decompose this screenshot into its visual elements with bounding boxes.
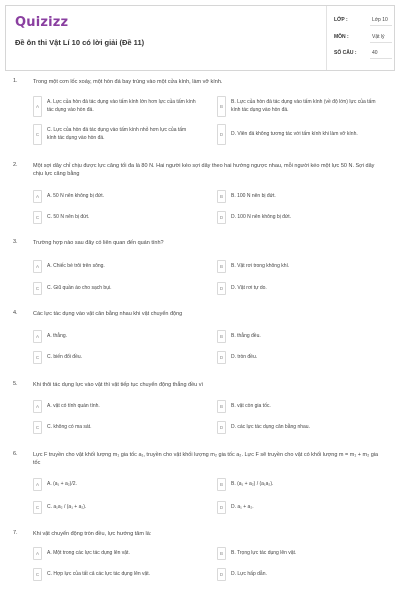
option-text: C. Giũ quần áo cho sạch bụi. (47, 284, 112, 291)
question-number: 7. (13, 530, 18, 536)
option-text-wrap (47, 478, 197, 491)
option-letter-badge: D (217, 211, 226, 224)
option-text-wrap (231, 282, 381, 295)
option-text: A. Lực của hòn đá tác dụng vào tấm kính lớn hơn lực của tấm kính tác dụng vào hòn đá. (47, 99, 196, 113)
option-text-wrap (231, 211, 381, 224)
option-letter-badge: B (217, 96, 226, 117)
option-letter-badge: A (33, 400, 42, 413)
option-text-wrap (231, 568, 381, 581)
option-text-wrap (231, 330, 381, 343)
document-header (5, 5, 395, 71)
question-number: 4. (13, 310, 18, 316)
option-letter-badge: C (33, 501, 42, 514)
question-text: Khi thôi tác dụng lực vào vật thì vật tiếp tục chuyển động thẳng đều vì (33, 382, 204, 388)
option-letter-badge: D (217, 501, 226, 514)
option-text: A. 50 N nên không bị đứt. (47, 192, 104, 199)
option-letter-badge: C (33, 568, 42, 581)
option-text-wrap (47, 547, 197, 560)
class-underline (370, 25, 392, 26)
option-text: C. 50 N nên bị đứt. (47, 213, 90, 220)
option-text-wrap (47, 351, 197, 364)
option-text: C. không có ma sát. (47, 423, 92, 430)
option-text-wrap (231, 421, 381, 434)
subject-label: MÔN : (334, 34, 349, 40)
option-text-wrap (231, 400, 381, 413)
option-letter-badge: C (33, 124, 42, 145)
option-text: B. thẳng đều. (231, 332, 261, 339)
option-letter-badge: A (33, 478, 42, 491)
option-text: B. (a₁ + a₂) / (a₁a₂). (231, 480, 274, 487)
option-text: C. Hợp lực của tất cả các lực tác dụng lên vật. (47, 570, 151, 577)
option-text-wrap (231, 547, 381, 560)
option-letter-badge: C (33, 351, 42, 364)
question-text: Trong một cơn lốc xoáy, một hòn đá bay trúng vào một cửa kính, làm vỡ kính. (33, 79, 223, 85)
option-text: A. Chiếc bè trôi trên sông. (47, 262, 105, 269)
question-number: 3. (13, 239, 18, 245)
option-letter-badge: A (33, 260, 42, 273)
option-letter-badge: B (217, 190, 226, 203)
question-count-value: 40 (372, 50, 378, 56)
option-text: C. Lực của hòn đá tác dụng vào tấm kính nhỏ hơn lực của tấm kính tác dụng vào hòn đá. (47, 127, 187, 141)
option-letter-badge: A (33, 96, 42, 117)
quizizz-logo: Quizizz (15, 15, 69, 30)
subject-value: Vật lý (372, 34, 385, 40)
option-text-wrap (231, 96, 381, 117)
subject-underline (370, 42, 392, 43)
option-letter-badge: D (217, 568, 226, 581)
option-letter-badge: A (33, 547, 42, 560)
option-text: A. (a₁ + a₂)/2. (47, 480, 77, 487)
option-text-wrap (231, 478, 381, 491)
header-divider (326, 6, 327, 70)
option-text: B. Lực của hòn đá tác dụng vào tấm kính (về độ lớn) lực của tấm kính tác dụng vào hòn đá. (231, 99, 376, 113)
question-count-label: SỐ CÂU : (334, 50, 357, 56)
option-text-wrap (47, 330, 197, 343)
option-text-wrap (231, 501, 381, 514)
question-number: 6. (13, 451, 18, 457)
option-text: D. các lực tác dụng cân bằng nhau. (231, 423, 310, 430)
option-text-wrap (47, 211, 197, 224)
option-letter-badge: B (217, 400, 226, 413)
question-number: 2. (13, 162, 18, 168)
option-letter-badge: D (217, 421, 226, 434)
option-text-wrap (47, 190, 197, 203)
option-text: D. Lực hấp dẫn. (231, 570, 267, 577)
option-text: D. tròn đều. (231, 353, 258, 360)
question-text: Một sợi dây chỉ chịu được lực căng tối đa là 80 N. Hai người kéo sợi dây theo hai hướng ngược nhau, mỗi người kéo một lực 50 N. Sợi dây chịu lực căng bằng (33, 163, 375, 177)
option-text-wrap (47, 568, 197, 581)
option-letter-badge: D (217, 124, 226, 145)
option-letter-badge: A (33, 190, 42, 203)
option-text: A. Một trong các lực tác dụng lên vật. (47, 549, 130, 556)
question-text: Các lực tác dụng vào vật cân bằng nhau khi vật chuyển động (33, 311, 183, 317)
option-text-wrap (47, 400, 197, 413)
option-letter-badge: D (217, 282, 226, 295)
document-title: Đề ôn thi Vật Lí 10 có lời giải (Đề 11) (15, 38, 145, 47)
option-text: C. biến đổi đều. (47, 353, 83, 360)
question-text: Trường hợp nào sau đây có liên quan đến quán tính? (33, 240, 164, 246)
option-text-wrap (231, 190, 381, 203)
option-text-wrap (47, 282, 197, 295)
option-text: D. 100 N nên không bị đứt. (231, 213, 292, 220)
option-letter-badge: B (217, 547, 226, 560)
option-text: D. Viên đá không tương tác với tấm kính khi làm vỡ kính. (231, 130, 358, 137)
question-number: 1. (13, 78, 18, 84)
option-text: B. vật còn gia tốc. (231, 402, 271, 409)
option-text: B. Trọng lực tác dụng lên vật. (231, 549, 297, 556)
option-letter-badge: C (33, 211, 42, 224)
option-text-wrap (231, 260, 381, 273)
option-letter-badge: D (217, 351, 226, 364)
option-text: C. a₁a₂ / (a₁ + a₂). (47, 503, 87, 510)
question-number: 5. (13, 381, 18, 387)
option-letter-badge: B (217, 260, 226, 273)
class-label: LỚP : (334, 17, 348, 23)
option-text-wrap (47, 421, 197, 434)
count-underline (370, 58, 392, 59)
option-letter-badge: C (33, 282, 42, 295)
option-text: B. Vật rơi trong không khí. (231, 262, 290, 269)
option-letter-badge: B (217, 330, 226, 343)
class-value: Lớp 10 (372, 17, 388, 23)
option-text-wrap (47, 260, 197, 273)
option-text: A. thẳng. (47, 332, 68, 339)
question-text: Lực F truyền cho vật khối lượng m₁ gia tốc a₁, truyền cho vật khối lượng m₂ gia tốc a₂. Lực F sẽ truyền cho vật có khối lượng m = m₁ + m₂ gia tốc (33, 452, 379, 466)
option-text-wrap (47, 96, 197, 117)
option-text: D. Vật rơi tự do. (231, 284, 267, 291)
option-letter-badge: C (33, 421, 42, 434)
option-letter-badge: B (217, 478, 226, 491)
option-letter-badge: A (33, 330, 42, 343)
option-text-wrap (231, 351, 381, 364)
option-text: B. 100 N nên bị đứt. (231, 192, 276, 199)
option-text-wrap (231, 124, 381, 145)
option-text-wrap (47, 124, 197, 145)
question-text: Khi vật chuyển động tròn đều, lực hướng tâm là: (33, 531, 152, 537)
option-text: D. a₁ + a₂. (231, 503, 254, 510)
option-text-wrap (47, 501, 197, 514)
option-text: A. vật có tính quán tính. (47, 402, 100, 409)
